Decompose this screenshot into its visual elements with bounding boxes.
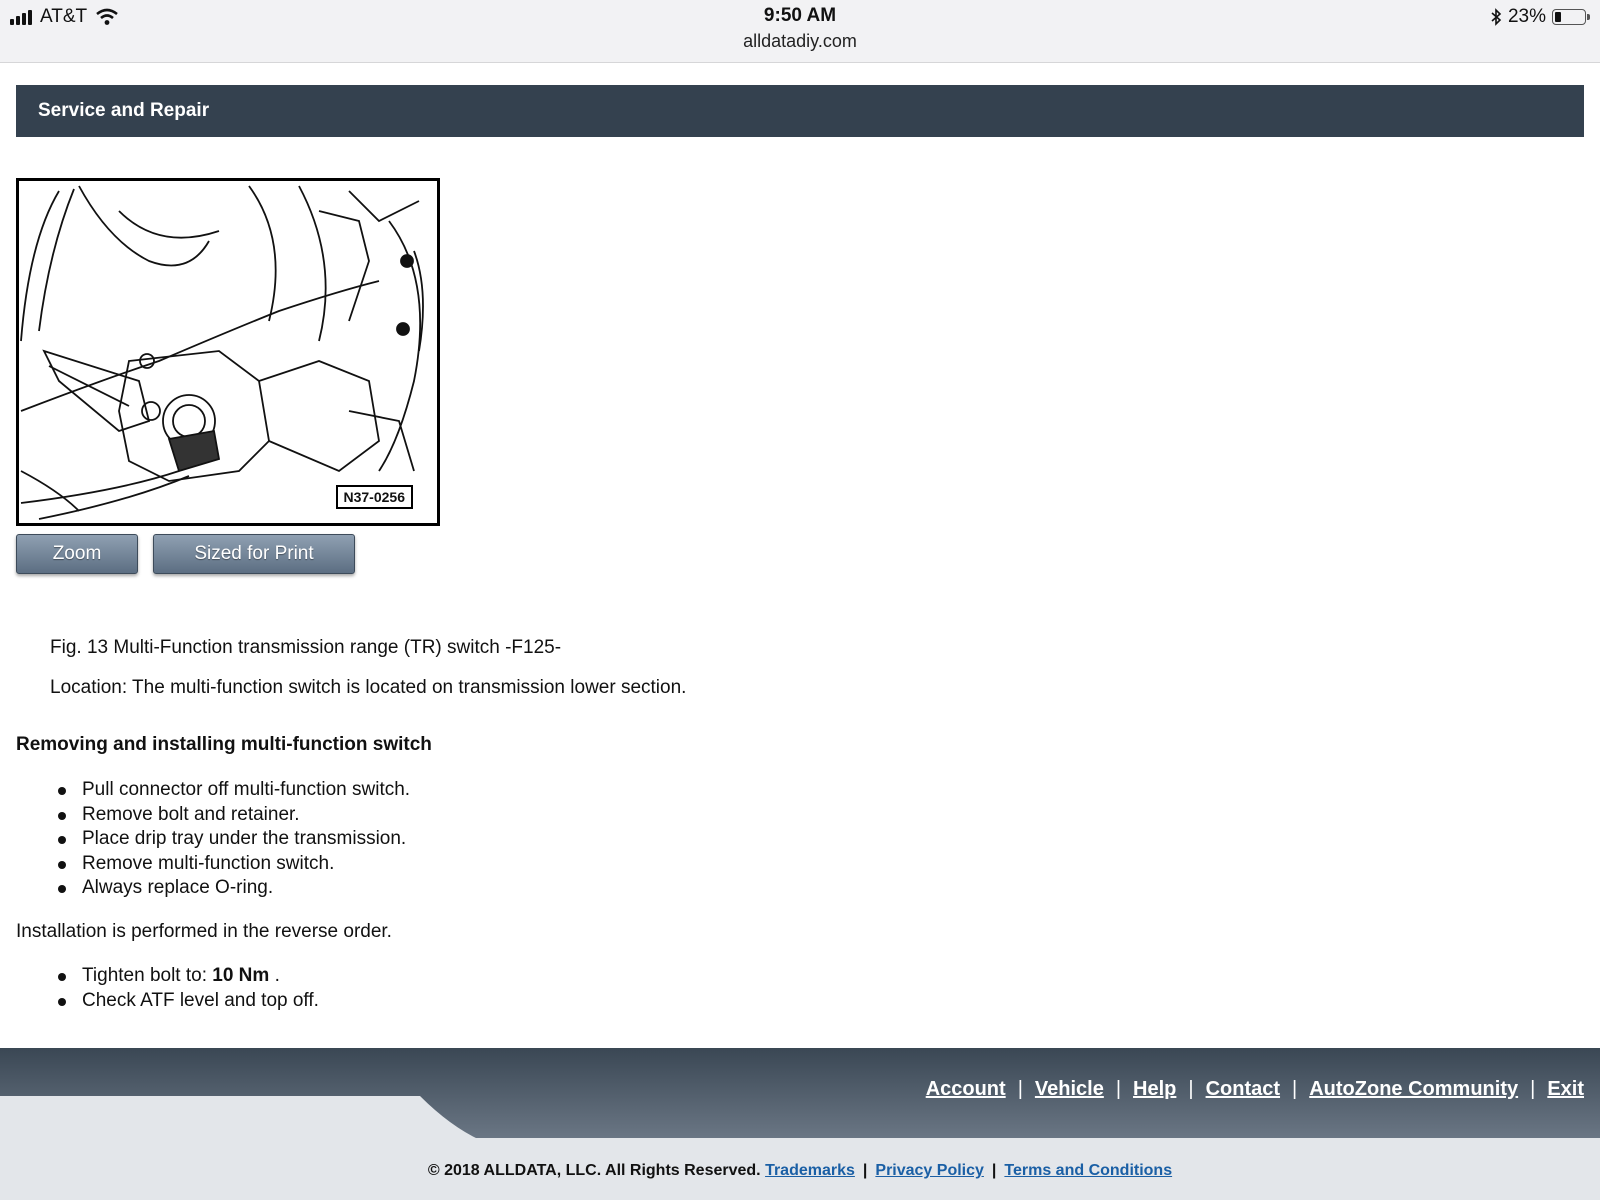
copyright-text: © 2018 ALLDATA, LLC. All Rights Reserved. — [427, 1162, 761, 1179]
nav-separator: | — [1017, 1078, 1023, 1100]
clock: 9:50 AM — [763, 5, 837, 26]
footer-notch-shape — [0, 1096, 480, 1142]
carrier-label: AT&T — [40, 6, 88, 27]
nav-separator: | — [1188, 1078, 1194, 1100]
list-item: Remove multi-function switch. — [52, 852, 410, 877]
install-steps-list — [52, 964, 319, 1013]
list-item: Remove bolt and retainer. — [52, 803, 410, 828]
address-bar-url[interactable]: alldatadiy.com — [743, 31, 857, 51]
legal-separator: | — [991, 1162, 997, 1179]
list-item: Place drip tray under the transmission. — [52, 827, 410, 852]
nav-account-link[interactable]: Account — [925, 1078, 1006, 1100]
page-title-bar — [16, 85, 1584, 137]
nav-contact-link[interactable]: Contact — [1205, 1078, 1281, 1100]
footer-nav — [926, 1078, 1584, 1101]
trademarks-link[interactable]: Trademarks — [765, 1162, 855, 1179]
battery-group — [1490, 6, 1586, 28]
figure-caption: Fig. 13 Multi-Function transmission range (TR) switch -F125- — [50, 637, 562, 658]
nav-help-link[interactable]: Help — [1133, 1078, 1177, 1100]
battery-icon — [1552, 9, 1586, 25]
list-item: Check ATF level and top off. — [52, 989, 319, 1014]
battery-percent: 23% — [1507, 6, 1546, 27]
list-item: Pull connector off multi-function switch. — [52, 778, 410, 803]
nav-autozone-community-link[interactable]: AutoZone Community — [1309, 1078, 1519, 1100]
terms-link[interactable]: Terms and Conditions — [1004, 1162, 1173, 1179]
section-heading: Removing and installing multi-function switch — [16, 734, 432, 755]
nav-separator: | — [1530, 1078, 1536, 1100]
bluetooth-icon — [1490, 8, 1502, 26]
transmission-illustration — [19, 181, 437, 523]
torque-value: 10 Nm — [212, 965, 270, 986]
nav-separator: | — [1115, 1078, 1122, 1100]
removal-steps-list — [52, 778, 410, 901]
sized-for-print-button[interactable]: Sized for Print — [153, 534, 355, 574]
nav-vehicle-link[interactable]: Vehicle — [1034, 1078, 1104, 1100]
zoom-button[interactable]: Zoom — [16, 534, 138, 574]
list-item: Always replace O-ring. — [52, 876, 410, 901]
page-title: Service and Repair — [38, 100, 210, 121]
legal-separator: | — [862, 1162, 868, 1179]
nav-exit-link[interactable]: Exit — [1547, 1078, 1584, 1100]
figure-image — [16, 178, 440, 526]
nav-separator: | — [1292, 1078, 1298, 1100]
figure-reference-tag: N37-0256 — [336, 485, 414, 509]
privacy-policy-link[interactable]: Privacy Policy — [875, 1162, 984, 1179]
ios-status-bar — [0, 0, 1600, 63]
torque-suffix: . — [269, 965, 280, 986]
torque-prefix: Tighten bolt to: — [82, 965, 213, 986]
location-note: Location: The multi-function switch is located on transmission lower section. — [50, 677, 687, 698]
list-item-torque — [52, 964, 319, 989]
copyright-line — [0, 1162, 1600, 1180]
installation-note: Installation is performed in the reverse order. — [16, 921, 392, 942]
